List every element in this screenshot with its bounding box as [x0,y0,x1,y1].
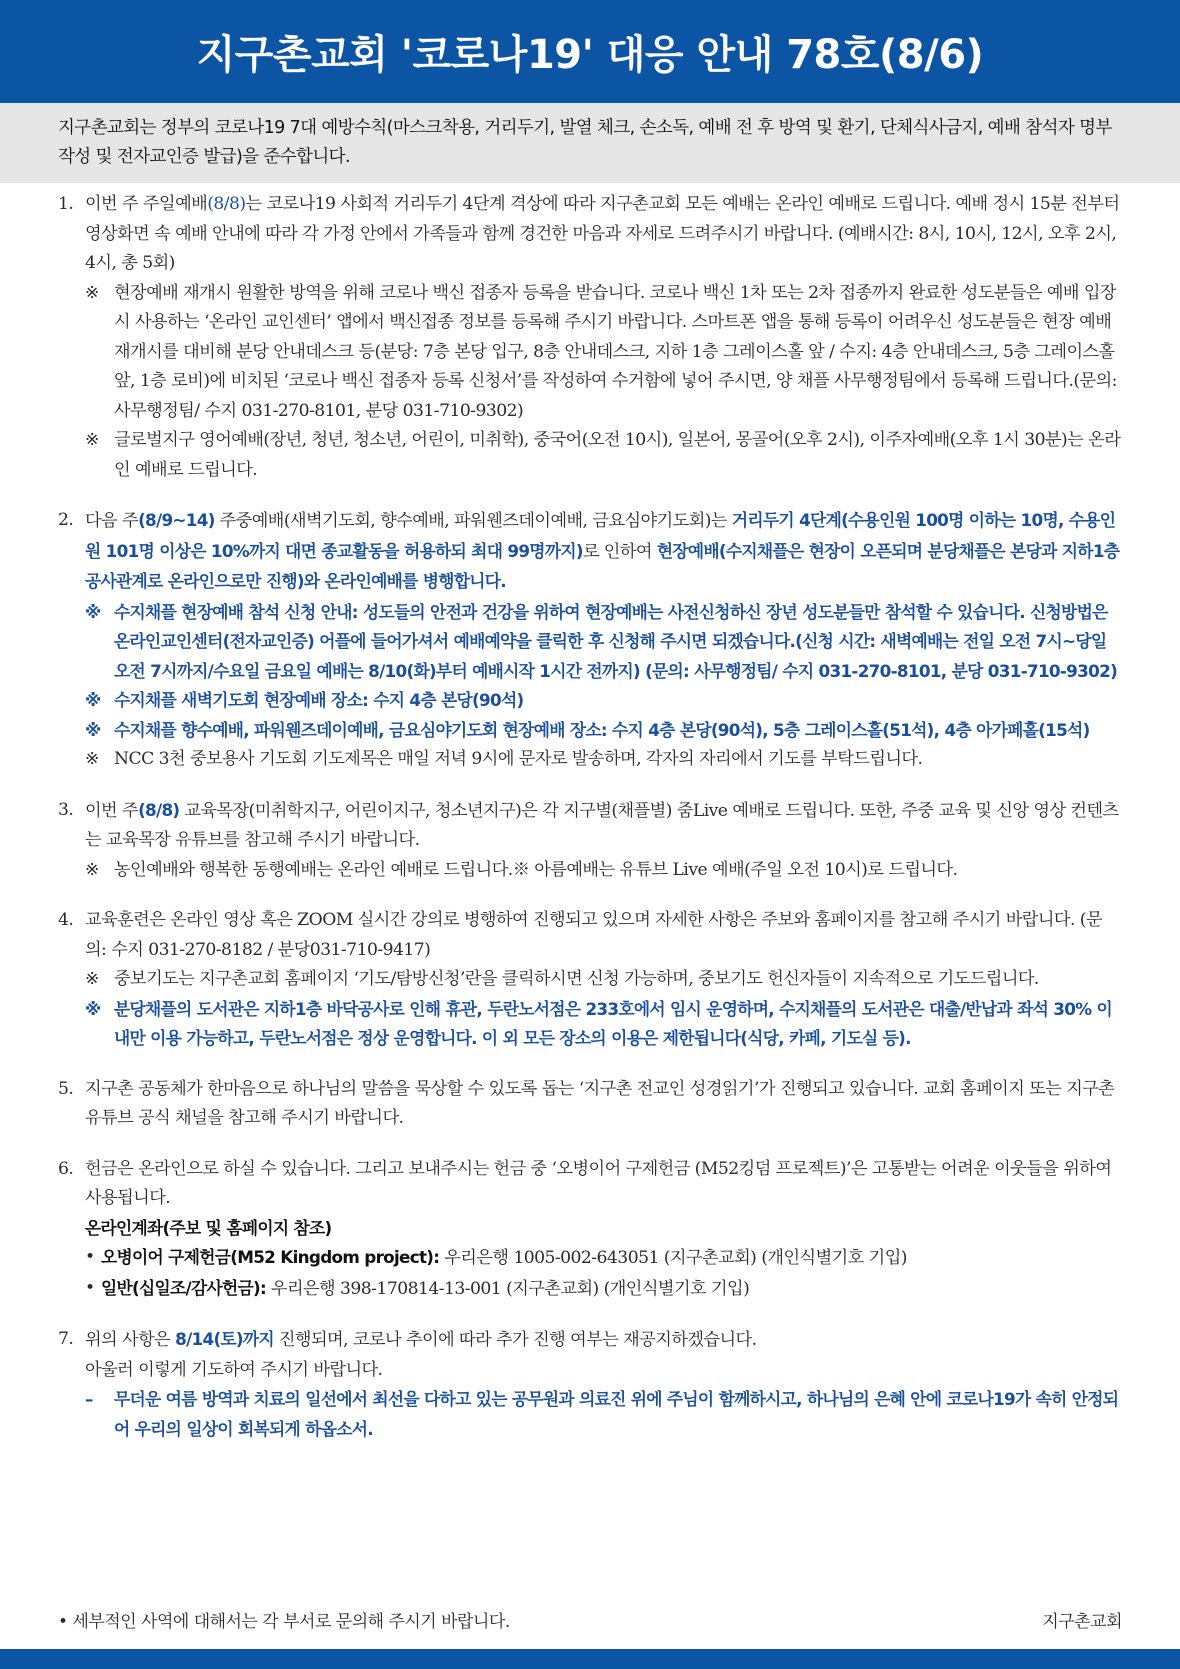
note-mark: ※ [85,601,101,622]
item-number: 6. [58,1158,74,1179]
note-mark: ※ [85,859,99,880]
item-7-text-2: 아울러 이렇게 기도하여 주시기 바랍니다. [85,1359,383,1380]
account-label: 오병이어 구제헌금(M52 Kingdom project): [101,1247,440,1267]
item-3-text: 이번 주(8/8) 교육목장(미취학지구, 어린이지구, 청소년지구)은 각 지구별(채플별) 줌Live 예배로 드립니다. 또한, 주중 교육 및 신앙 영상 컨텐츠는 교육목장 유튜브를 참고해 주시기 바랍니다. [85,799,1119,850]
item-5-text: 지구촌 공동체가 한마음으로 하나님의 말씀을 묵상할 수 있도록 돕는 ‘지구촌 전교인 성경읽기’가 진행되고 있습니다. 교회 홈페이지 또는 지구촌 유튜브 공식 채널을 참고해 주시기 바랍니다. [85,1078,1115,1128]
notice-item-6 [58,1155,1122,1305]
item-number: 1. [58,194,74,214]
account-value: 우리은행 1005-002-643051 (지구촌교회) (개인식별기호 기입) [439,1248,907,1268]
prayer-note: – 무더운 여름 방역과 치료의 일선에서 최선을 다하고 있는 공무원과 의료진 위에 주님이 함께하시고, 하나님의 은혜 안에 코로나19가 속히 안정되어 우리의 일상이 회복되게 하옵소서. [85,1385,1122,1444]
intro-text: 지구촌교회는 정부의 코로나19 7대 예방수칙(마스크착용, 거리두기, 발열 체크, 손소독, 예배 전 후 방역 및 환기, 단체식사금지, 예배 참석자 명부 작성 및 전자교인증 발급)을 준수합니다. [58,118,1112,167]
worship-mode-highlight: 현장예배(수지채플은 현장이 오픈되며 분당채플은 본당과 지하1층 공사관계로 온라인으로만 진행)와 온라인예배를 병행합니다. [85,540,1120,591]
note: ※ 수지채플 현장예배 참석 신청 안내: 성도들의 안전과 건강을 위하여 현장예배는 사전신청하신 장년 성도분들만 참석할 수 있습니다. 신청방법은 온라인교인센터(전자교인증) 어플에 들어가셔서 예배예약을 클릭한 후 신청해 주시면 되겠습니다.(신청 시간: 새벽예배는 전일 오전 7시~당일 오전 7시까지/수요일 금요일 예배는 8/10(화)부터 예배시작 1시간 전까지) (문의: 사무행정팀/ 수지 031-270-8101, 분당 031-710-9302) [85,598,1122,687]
item-1-text: 이번 주 주일예배(8/8)는 코로나19 사회적 거리두기 4단계 격상에 따라 지구촌교회 모든 예배는 온라인 예배로 드립니다. 예배 정시 15분 전부터 영상화면 속 예배 안내에 따라 각 가정 안에서 가족들과 함께 경건한 마음과 자세로 드려주시기 바랍니다. (예배시간: 8시, 10시, 12시, 오후 2시, 4시, 총 5회) [85,194,1120,273]
note-mark: ※ [85,282,99,303]
note: ※ NCC 3천 중보용사 기도회 기도제목은 매일 저녁 9시에 문자로 발송하며, 각자의 자리에서 기도를 부탁드립니다. [85,745,1122,775]
note: ※ 농인예배와 행복한 동행예배는 온라인 예배로 드립니다.※ 아름예배는 유튜브 Live 예배(주일 오전 10시)로 드립니다. [85,856,1122,886]
notice-list [0,190,1180,1444]
account-entry [85,1274,1122,1305]
intro-banner [0,103,1180,183]
signature: 지구촌교회 [1042,1612,1122,1632]
note-mark: ※ [85,998,101,1019]
note-mark: ※ [85,969,99,989]
notice-item-7 [58,1325,1122,1444]
dash-mark: – [85,1389,93,1409]
item-6-text: 헌금은 온라인으로 하실 수 있습니다. 그리고 보내주시는 헌금 중 ‘오병이어 구제헌금 (M52킹덤 프로젝트)’은 고통받는 어려운 이웃들을 위하여 사용됩니다. [85,1158,1112,1208]
notice-item-5 [58,1075,1122,1134]
note: ※ 수지채플 새벽기도회 현장예배 장소: 수지 4층 본당(90석) [85,686,1122,716]
note: ※ 글로벌지구 영어예배(장년, 청년, 청소년, 어린이, 미취학), 중국어(오전 10시), 일본어, 몽골어(오후 2시), 이주자예배(오후 1시 30분)는 온라인 예배로 드립니다. [85,426,1122,485]
page-title: 지구촌교회 '코로나19' 대응 안내 78호(8/6) [196,32,984,78]
item-number: 2. [58,510,74,530]
note: ※ 분당채플의 도서관은 지하1층 바닥공사로 인해 휴관, 두란노서점은 233호에서 임시 운영하며, 수지채플의 도서관은 대출/반납과 좌석 30% 이내만 이용 가능하고, 두란노서점은 정상 운영합니다. 이 외 모든 장소의 이용은 제한됩니다(식당, 카페, 기도실 등). [85,995,1122,1054]
footer [58,1608,1122,1636]
item-4-text: 교육훈련은 온라인 영상 혹은 ZOOM 실시간 강의로 병행하여 진행되고 있으며 자세한 사항은 주보와 홈페이지를 참고해 주시기 바랍니다. (문의: 수지 031-270-8182 / 분당031-710-9417) [85,910,1102,960]
notice-item-1 [58,190,1122,485]
note: ※ 중보기도는 지구촌교회 홈페이지 ‘기도/탐방신청’란을 클릭하시면 신청 가능하며, 중보기도 헌신자들이 지속적으로 기도드립니다. [85,965,1122,995]
date-highlight: (8/9~14) [138,510,215,530]
notice-item-4 [58,906,1122,1054]
notice-item-2 [58,506,1122,775]
account-value: 우리은행 398-170814-13-001 (지구촌교회) (개인식별기호 기입) [265,1278,750,1299]
note-mark: ※ [85,430,99,450]
bullet-mark: • [85,1247,95,1267]
note-mark: ※ [85,690,101,710]
footer-note: 세부적인 사역에 대해서는 각 부서로 문의해 주시기 바랍니다. [72,1612,510,1632]
item-number: 3. [58,799,74,820]
note-mark: ※ [85,749,99,769]
item-number: 7. [58,1329,74,1349]
item-2-text: 다음 주(8/9~14) 주중예배(새벽기도회, 향수예배, 파워웬즈데이예배, 금요심야기도회)는 거리두기 4단계(수용인원 100명 이하는 10명, 수용인원 101명 이상은 10%까지 대면 종교활동을 허용하되 최대 99명까지)로 인하여 현장예배(수지채플은 현장이 오픈되며 분당채플은 본당과 지하1층 공사관계로 온라인으로만 진행)와 온라인예배를 병행합니다. [85,510,1120,591]
account-title: 온라인계좌(주보 및 홈페이지 참조) [85,1217,332,1238]
account-entry [85,1243,1122,1274]
date-highlight: (8/8) [207,194,246,214]
notice-item-3 [58,796,1122,886]
bullet-mark: • [58,1612,68,1632]
item-number: 5. [58,1078,74,1099]
note: ※ 현장예배 재개시 원활한 방역을 위해 코로나 백신 접종자 등록을 받습니다. 코로나 백신 1차 또는 2차 접종까지 완료한 성도분들은 예배 입장 시 사용하는 ‘온라인 교인센터’ 앱에서 백신접종 정보를 등록해 주시기 바랍니다. 스마트폰 앱을 통해 등록이 어려우신 성도분들은 현장 예배 재개시를 대비해 분당 안내데스크 등(분당: 7층 본당 입구, 8층 안내데스크, 지하 1층 그레이스홀 앞 / 수지: 4층 안내데스크, 5층 그레이스홀 앞, 1층 로비)에 비치된 ‘코로나 백신 접종자 등록 신청서’를 작성하여 수거함에 넣어 주시면, 양 채플 사무행정팀에서 등록해 드립니다.(문의: 사무행정팀/ 수지 031-270-8101, 분당 031-710-9302) [85,279,1122,427]
item-7-text: 위의 사항은 8/14(토)까지 진행되며, 코로나 추이에 따라 추가 진행 여부는 재공지하겠습니다. [85,1329,757,1350]
note-mark: ※ [85,719,101,740]
footer-bar [0,1649,1180,1669]
header-banner [0,0,1180,103]
item-number: 4. [58,910,74,930]
note: ※ 수지채플 향수예배, 파워웬즈데이예배, 금요심야기도회 현장예배 장소: 수지 4층 본당(90석), 5층 그레이스홀(51석), 4층 아가페홀(15석) [85,716,1122,746]
account-label: 일반(십일조/감사헌금): [101,1277,266,1298]
date-highlight: 8/14(토)까지 [175,1329,274,1349]
bullet-mark: • [85,1277,95,1298]
distancing-highlight: 거리두기 4단계(수용인원 100명 이하는 10명, 수용인원 101명 이상은 10%까지 대면 종교활동을 허용하되 최대 99명까지) [85,510,1116,561]
date-highlight: (8/8) [138,799,180,820]
